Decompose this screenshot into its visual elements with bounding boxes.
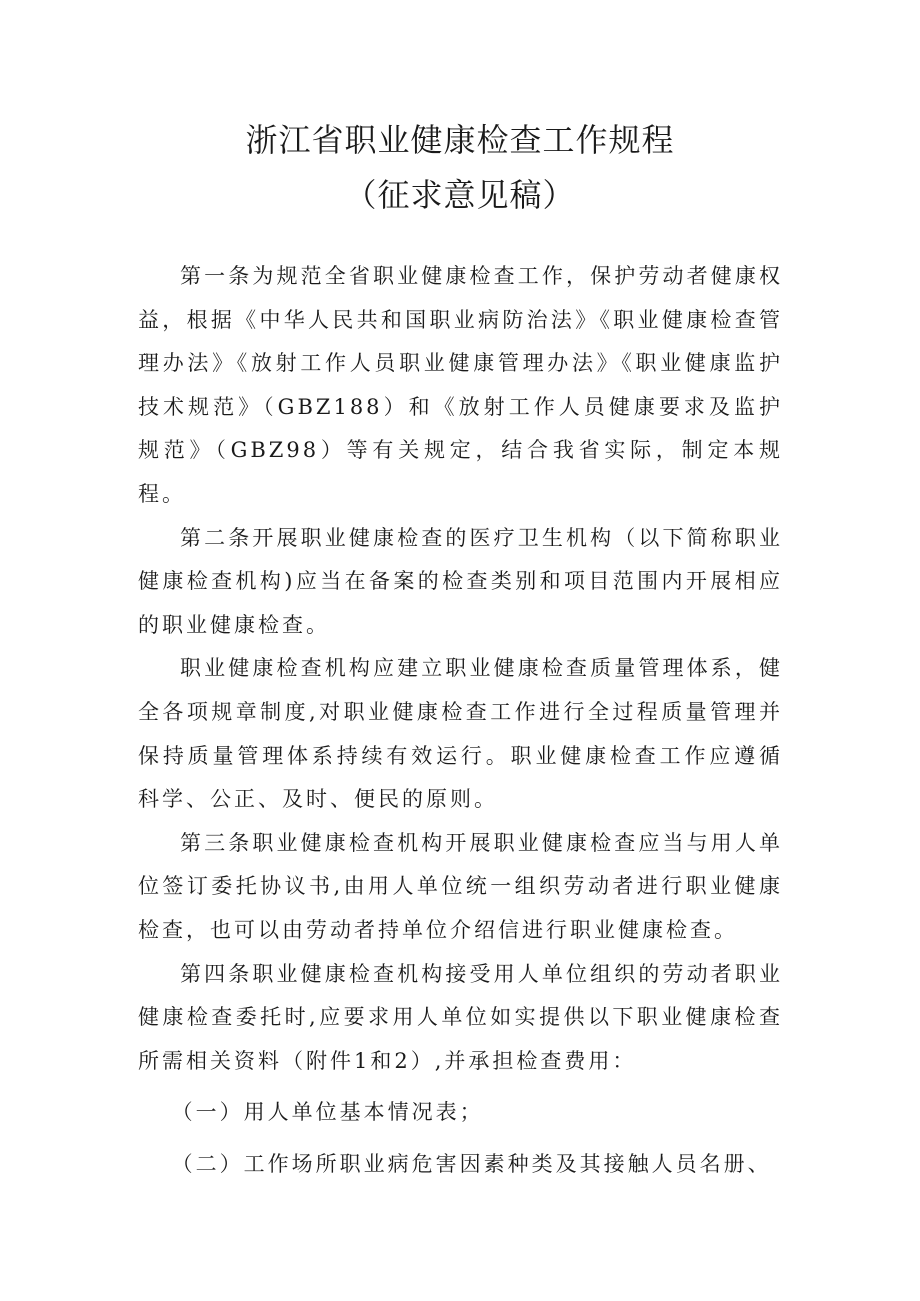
list-item: （一）用人单位基本情况表； (171, 1100, 484, 1125)
article-3-paragraph: 第三条职业健康检查机构开展职业健康检查应当与用人单位签订委托协议书,由用人单位统一组织劳动者进行职业健康检查，也可以由劳动者持单位介绍信进行职业健康检查。 (138, 830, 783, 942)
document-subtitle: （征求意见稿） (344, 176, 576, 214)
article-2-paragraph: 第二条开展职业健康检查的医疗卫生机构（以下简称职业健康检查机构)应当在备案的检查类别和项目范围内开展相应的职业健康检查。 (138, 525, 783, 637)
list-item: （二）工作场所职业病危害因素种类及其接触人员名册、 (171, 1151, 772, 1176)
article-1-paragraph: 第一条为规范全省职业健康检查工作，保护劳动者健康权益，根据《中华人民共和国职业病防治法》《职业健康检查管理办法》《放射工作人员职业健康管理办法》《职业健康监护技术规范》（GBZ188）和《放射工作人员健康要求及监护规范》（GBZ98）等有关规定，结合我省实际，制定本规程。 (138, 264, 783, 506)
article-4-paragraph: 第四条职业健康检查机构接受用人单位组织的劳动者职业健康检查委托时,应要求用人单位如实提供以下职业健康检查所需相关资料（附件1和2）,并承担检查费用： (138, 961, 783, 1073)
article-2-continuation-paragraph: 职业健康检查机构应建立职业健康检查质量管理体系，健全各项规章制度,对职业健康检查工作进行全过程质量管理并保持质量管理体系持续有效运行。职业健康检查工作应遵循科学、公正、及时、便民的原则。 (138, 656, 783, 812)
document-body (138, 255, 783, 1186)
document-title: 浙江省职业健康检查工作规程 (245, 121, 675, 159)
